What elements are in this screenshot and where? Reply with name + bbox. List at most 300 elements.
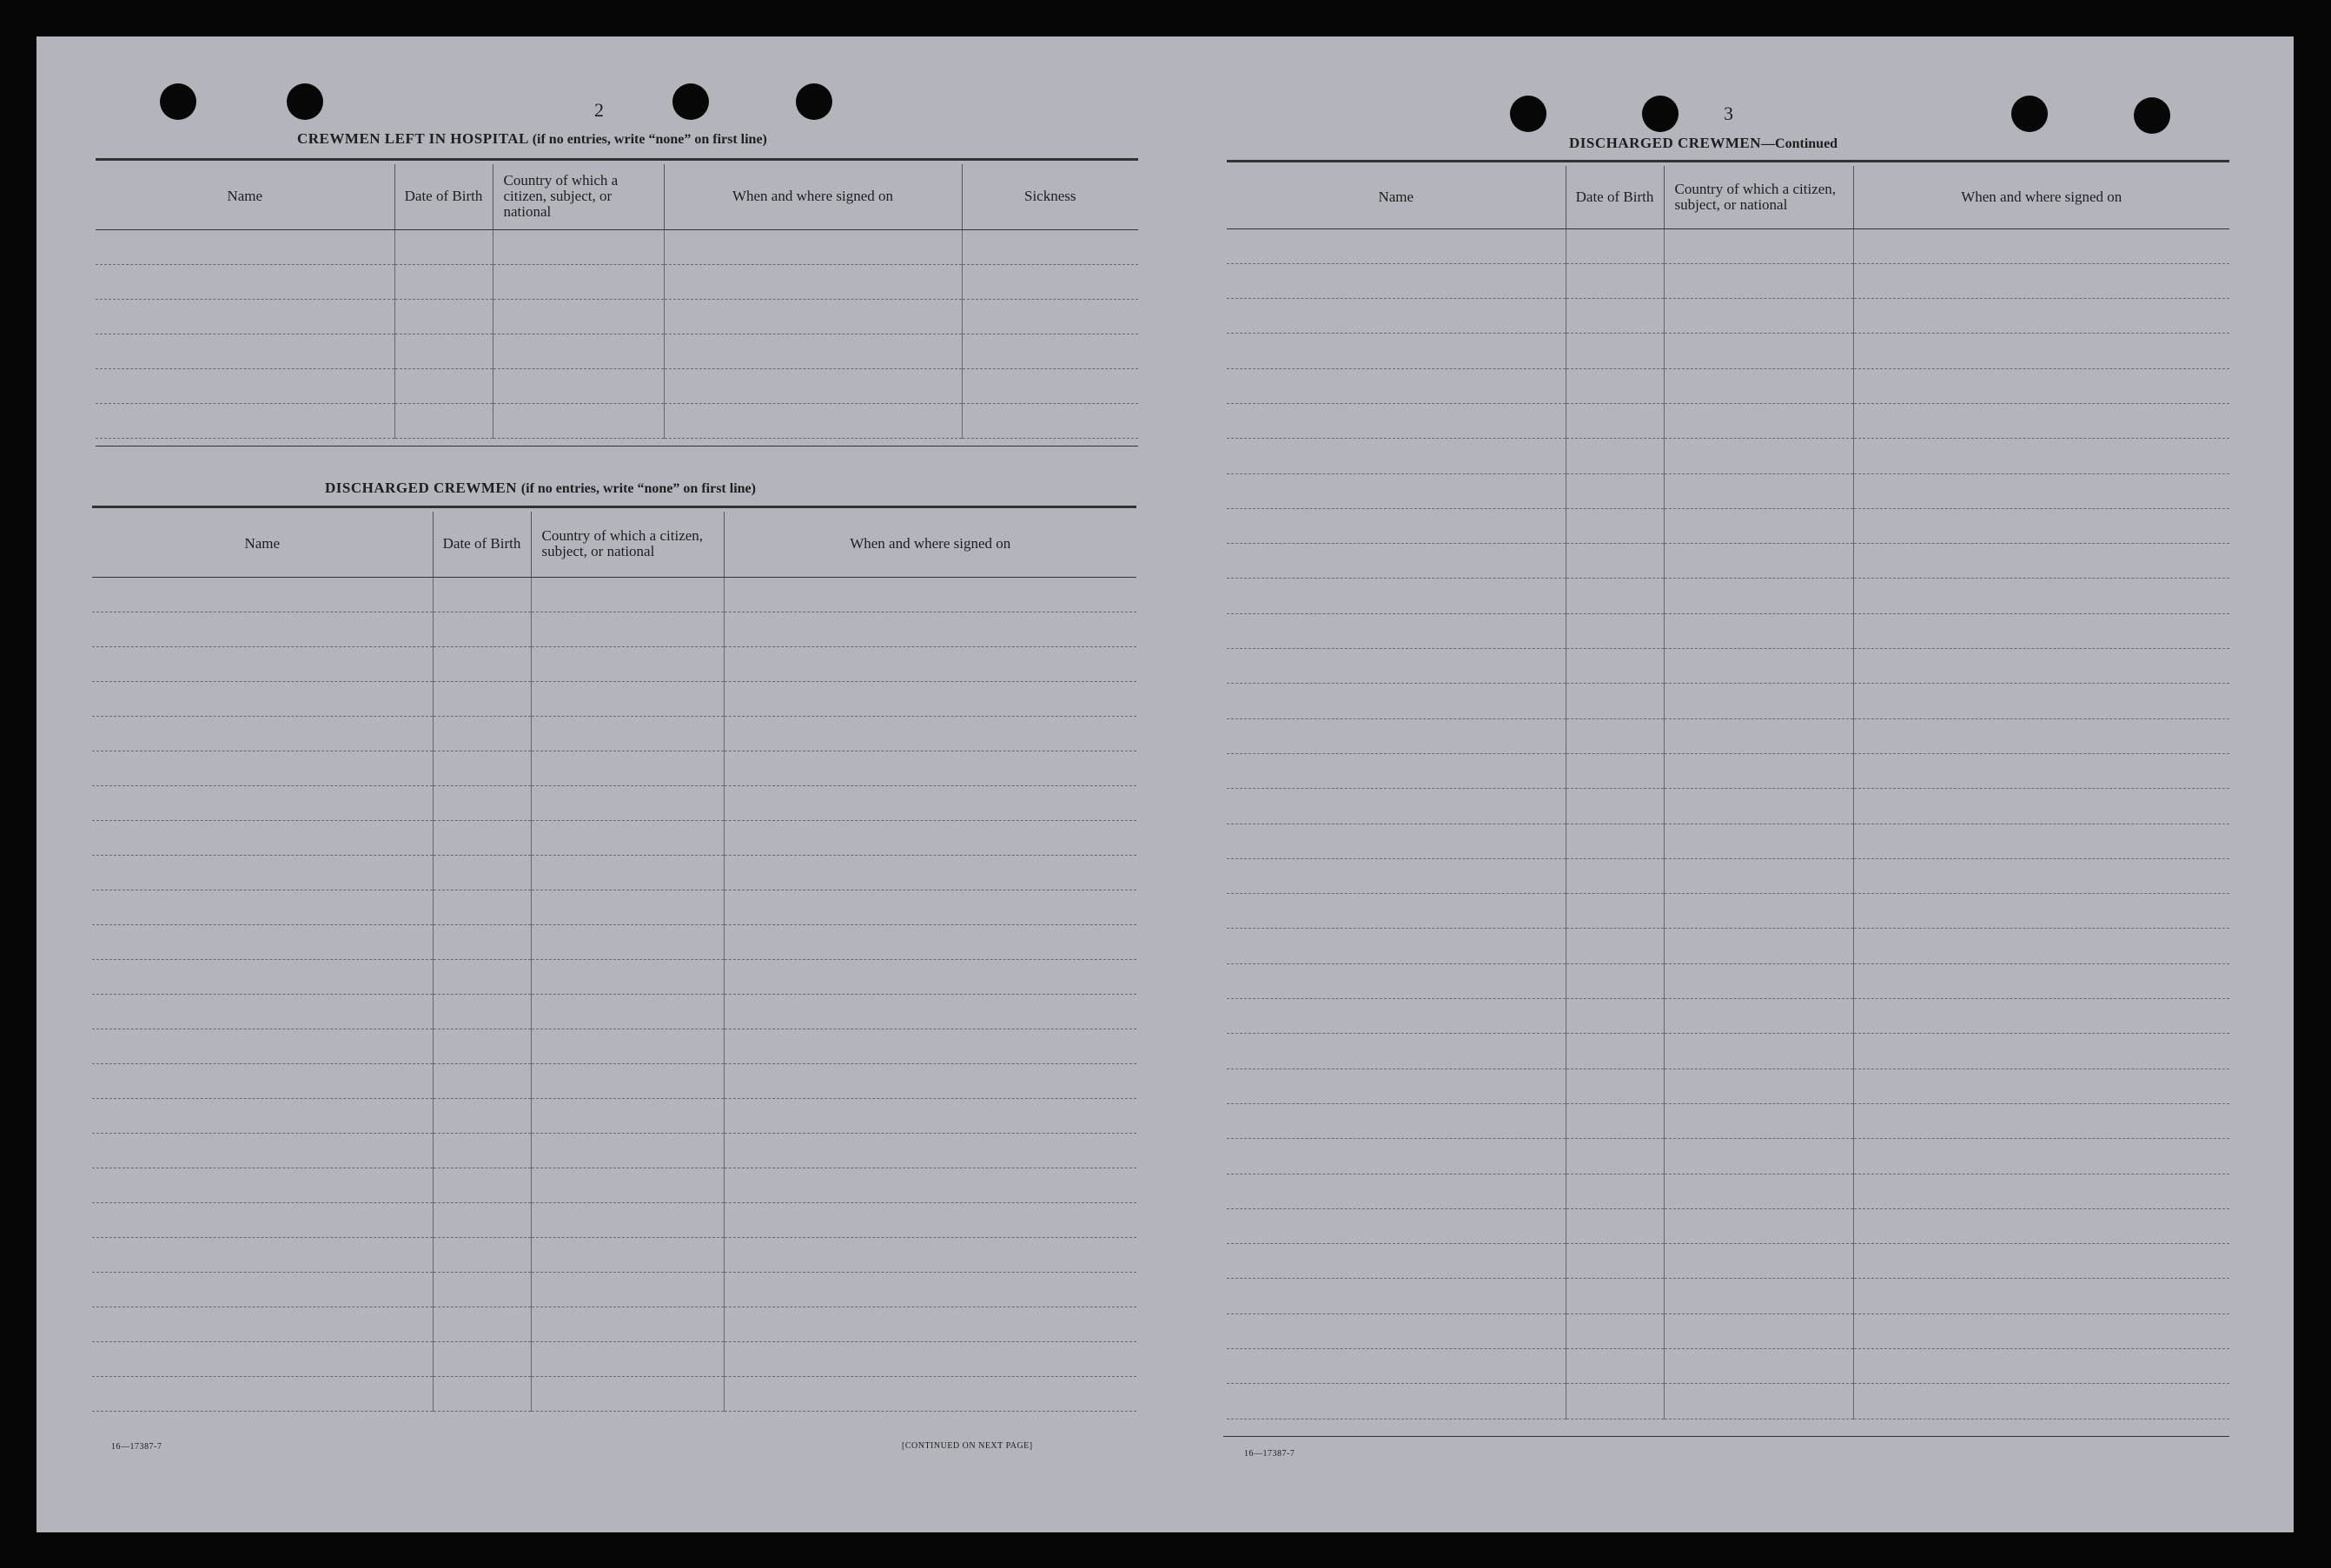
blank-cell xyxy=(92,994,433,1029)
blank-cell xyxy=(1853,718,2229,753)
blank-cell xyxy=(531,959,724,994)
blank-cell xyxy=(394,403,493,438)
blank-cell xyxy=(1227,1034,1566,1068)
blank-cell xyxy=(433,924,531,959)
blank-cell xyxy=(1566,1208,1664,1243)
blank-cell xyxy=(1227,263,1566,298)
blank-cell xyxy=(1566,299,1664,334)
blank-cell xyxy=(962,299,1138,334)
blank-cell xyxy=(493,264,664,299)
blank-cell xyxy=(724,751,1136,785)
blank-cell xyxy=(1566,1279,1664,1313)
blank-cell xyxy=(1566,858,1664,893)
punch-hole xyxy=(1510,96,1546,132)
blank-cell xyxy=(1227,473,1566,508)
table-row xyxy=(92,681,1136,716)
blank-cell xyxy=(531,1376,724,1411)
page-number-left: 2 xyxy=(594,99,604,121)
blank-cell xyxy=(1664,473,1853,508)
blank-cell xyxy=(724,577,1136,612)
blank-cell xyxy=(92,1063,433,1098)
blank-cell xyxy=(1853,334,2229,368)
blank-cell xyxy=(1227,508,1566,543)
blank-cell xyxy=(1566,334,1664,368)
blank-cell xyxy=(433,1237,531,1272)
blank-cell xyxy=(92,855,433,890)
blank-cell xyxy=(92,924,433,959)
blank-cell xyxy=(433,890,531,924)
table-row xyxy=(1227,963,2229,998)
right-top-rule xyxy=(1227,160,2229,162)
blank-cell xyxy=(96,229,394,264)
blank-cell xyxy=(92,1272,433,1307)
blank-cell xyxy=(724,890,1136,924)
col-header-date-of-birth: Date of Birth xyxy=(1566,166,1664,228)
blank-cell xyxy=(433,1098,531,1133)
table-row xyxy=(1227,753,2229,788)
blank-cell xyxy=(1664,718,1853,753)
col-header-country: Country of which a citizen, subject, or national xyxy=(1664,166,1853,228)
col-header-date-of-birth: Date of Birth xyxy=(433,512,531,577)
table-row xyxy=(92,1376,1136,1411)
blank-cell xyxy=(962,229,1138,264)
blank-cell xyxy=(1664,684,1853,718)
blank-cell xyxy=(1566,579,1664,613)
blank-cell xyxy=(1566,1139,1664,1174)
blank-cell xyxy=(1227,1313,1566,1348)
blank-cell xyxy=(1664,649,1853,684)
blank-cell xyxy=(1566,824,1664,858)
table-row xyxy=(96,264,1138,299)
blank-cell xyxy=(531,1202,724,1237)
blank-cell xyxy=(531,1341,724,1376)
blank-cell xyxy=(433,785,531,820)
blank-cell xyxy=(92,1098,433,1133)
blank-cell xyxy=(1566,1244,1664,1279)
blank-cell xyxy=(1227,718,1566,753)
blank-cell xyxy=(1853,544,2229,579)
table-row xyxy=(1227,929,2229,963)
blank-cell xyxy=(493,368,664,403)
blank-cell xyxy=(531,1133,724,1168)
table-row xyxy=(92,820,1136,855)
blank-cell xyxy=(1664,613,1853,648)
blank-cell xyxy=(1853,858,2229,893)
table-row xyxy=(1227,334,2229,368)
blank-cell xyxy=(724,1376,1136,1411)
blank-cell xyxy=(1853,1068,2229,1103)
blank-cell xyxy=(433,751,531,785)
blank-cell xyxy=(1227,579,1566,613)
col-header-country: Country of which a citizen, subject, or national xyxy=(531,512,724,577)
table-row xyxy=(92,1168,1136,1202)
blank-cell xyxy=(664,229,962,264)
blank-cell xyxy=(1664,1068,1853,1103)
table-row xyxy=(92,924,1136,959)
blank-cell xyxy=(531,1063,724,1098)
blank-cell xyxy=(1664,999,1853,1034)
blank-cell xyxy=(1566,473,1664,508)
blank-cell xyxy=(531,577,724,612)
blank-cell xyxy=(1664,1384,1853,1419)
table-row xyxy=(1227,508,2229,543)
blank-cell xyxy=(1853,649,2229,684)
blank-cell xyxy=(1853,508,2229,543)
table-row xyxy=(92,1063,1136,1098)
blank-cell xyxy=(724,1133,1136,1168)
blank-cell xyxy=(531,1272,724,1307)
blank-cell xyxy=(1664,1349,1853,1384)
discharged-continued-title-text: DISCHARGED CREWMEN xyxy=(1569,135,1762,151)
blank-cell xyxy=(1566,1068,1664,1103)
table-row xyxy=(92,1133,1136,1168)
blank-cell xyxy=(1227,1068,1566,1103)
blank-cell xyxy=(531,1168,724,1202)
table-row xyxy=(92,1202,1136,1237)
blank-cell xyxy=(531,716,724,751)
blank-cell xyxy=(724,1237,1136,1272)
blank-cell xyxy=(531,785,724,820)
table-row xyxy=(1227,1068,2229,1103)
blank-cell xyxy=(1853,1313,2229,1348)
punch-hole xyxy=(287,83,323,120)
blank-cell xyxy=(962,264,1138,299)
blank-cell xyxy=(1664,1244,1853,1279)
table-row xyxy=(1227,718,2229,753)
discharged-continued-table xyxy=(1227,166,2229,1419)
blank-cell xyxy=(1853,1103,2229,1138)
blank-cell xyxy=(92,1133,433,1168)
blank-cell xyxy=(96,368,394,403)
blank-cell xyxy=(531,1237,724,1272)
blank-cell xyxy=(724,612,1136,646)
form-number-right: 16—17387-7 xyxy=(1244,1449,1295,1459)
right-bottom-rule xyxy=(1223,1436,2229,1437)
table-row xyxy=(1227,1139,2229,1174)
blank-cell xyxy=(433,855,531,890)
blank-cell xyxy=(92,716,433,751)
blank-cell xyxy=(433,1133,531,1168)
blank-cell xyxy=(394,334,493,368)
blank-cell xyxy=(92,1307,433,1341)
blank-cell xyxy=(493,403,664,438)
blank-cell xyxy=(433,1307,531,1341)
hospital-bottom-rule xyxy=(96,446,1138,447)
blank-cell xyxy=(724,646,1136,681)
blank-cell xyxy=(1664,1174,1853,1208)
table-row xyxy=(1227,1384,2229,1419)
table-row xyxy=(1227,1034,2229,1068)
blank-cell xyxy=(433,681,531,716)
blank-cell xyxy=(1853,753,2229,788)
blank-cell xyxy=(724,994,1136,1029)
blank-cell xyxy=(433,577,531,612)
blank-cell xyxy=(1664,579,1853,613)
blank-cell xyxy=(1853,439,2229,473)
blank-cell xyxy=(724,820,1136,855)
table-row xyxy=(92,890,1136,924)
blank-cell xyxy=(1853,473,2229,508)
blank-cell xyxy=(1227,1279,1566,1313)
blank-cell xyxy=(1853,579,2229,613)
col-header-date-of-birth: Date of Birth xyxy=(394,164,493,229)
blank-cell xyxy=(1566,1313,1664,1348)
blank-cell xyxy=(1566,753,1664,788)
blank-cell xyxy=(1566,718,1664,753)
blank-cell xyxy=(1227,1384,1566,1419)
blank-cell xyxy=(433,1376,531,1411)
blank-cell xyxy=(1664,858,1853,893)
blank-cell xyxy=(394,229,493,264)
blank-cell xyxy=(493,299,664,334)
blank-cell xyxy=(1853,263,2229,298)
col-header-country: Country of which a citizen, subject, or national xyxy=(493,164,664,229)
blank-cell xyxy=(1853,1174,2229,1208)
blank-cell xyxy=(92,1029,433,1063)
table-row xyxy=(1227,368,2229,403)
blank-cell xyxy=(1664,263,1853,298)
continued-note: [CONTINUED ON NEXT PAGE] xyxy=(902,1441,1033,1451)
table-row xyxy=(1227,1103,2229,1138)
blank-cell xyxy=(92,1237,433,1272)
table-row xyxy=(1227,613,2229,648)
blank-cell xyxy=(433,820,531,855)
table-row xyxy=(1227,824,2229,858)
blank-cell xyxy=(531,612,724,646)
blank-cell xyxy=(724,681,1136,716)
blank-cell xyxy=(1853,1034,2229,1068)
blank-cell xyxy=(1227,824,1566,858)
blank-cell xyxy=(962,403,1138,438)
blank-cell xyxy=(1853,684,2229,718)
blank-cell xyxy=(1566,684,1664,718)
blank-cell xyxy=(724,1168,1136,1202)
blank-cell xyxy=(92,751,433,785)
blank-cell xyxy=(1227,858,1566,893)
blank-cell xyxy=(433,716,531,751)
blank-cell xyxy=(1227,789,1566,824)
blank-cell xyxy=(433,1341,531,1376)
blank-cell xyxy=(724,1202,1136,1237)
blank-cell xyxy=(1566,613,1664,648)
blank-cell xyxy=(1853,963,2229,998)
blank-cell xyxy=(433,1063,531,1098)
blank-cell xyxy=(531,1098,724,1133)
blank-cell xyxy=(1853,613,2229,648)
discharged-rows xyxy=(92,577,1136,1411)
table-row xyxy=(1227,1279,2229,1313)
blank-cell xyxy=(1227,1139,1566,1174)
table-row xyxy=(1227,1313,2229,1348)
blank-cell xyxy=(1664,544,1853,579)
blank-cell xyxy=(493,229,664,264)
blank-cell xyxy=(962,334,1138,368)
blank-cell xyxy=(1566,508,1664,543)
punch-hole xyxy=(2011,96,2048,132)
blank-cell xyxy=(1566,263,1664,298)
blank-cell xyxy=(92,681,433,716)
blank-cell xyxy=(1227,613,1566,648)
blank-cell xyxy=(531,646,724,681)
blank-cell xyxy=(433,959,531,994)
blank-cell xyxy=(1664,1313,1853,1348)
blank-cell xyxy=(1664,334,1853,368)
table-row xyxy=(92,716,1136,751)
table-row xyxy=(96,403,1138,438)
blank-cell xyxy=(1227,999,1566,1034)
table-row xyxy=(1227,789,2229,824)
blank-cell xyxy=(664,403,962,438)
blank-cell xyxy=(92,646,433,681)
blank-cell xyxy=(433,1272,531,1307)
blank-cell xyxy=(1227,403,1566,438)
blank-cell xyxy=(1853,1349,2229,1384)
blank-cell xyxy=(1227,929,1566,963)
blank-cell xyxy=(1853,368,2229,403)
blank-cell xyxy=(1227,228,1566,263)
blank-cell xyxy=(1227,299,1566,334)
table-row xyxy=(92,751,1136,785)
punch-hole xyxy=(2134,97,2170,134)
blank-cell xyxy=(1566,963,1664,998)
blank-cell xyxy=(1664,368,1853,403)
blank-cell xyxy=(531,924,724,959)
col-header-signed-on: When and where signed on xyxy=(724,512,1136,577)
blank-cell xyxy=(96,334,394,368)
discharged-top-rule xyxy=(92,506,1136,508)
blank-cell xyxy=(1227,1244,1566,1279)
blank-cell xyxy=(1853,1139,2229,1174)
blank-cell xyxy=(394,299,493,334)
blank-cell xyxy=(1664,1034,1853,1068)
form-number-left: 16—17387-7 xyxy=(111,1442,162,1452)
blank-cell xyxy=(92,577,433,612)
blank-cell xyxy=(1227,1174,1566,1208)
blank-cell xyxy=(92,959,433,994)
table-row xyxy=(1227,544,2229,579)
blank-cell xyxy=(962,368,1138,403)
table-row xyxy=(1227,1208,2229,1243)
hospital-instruction: (if no entries, write “none” on first line) xyxy=(532,132,767,147)
blank-cell xyxy=(1664,403,1853,438)
blank-cell xyxy=(433,612,531,646)
blank-cell xyxy=(1566,649,1664,684)
blank-cell xyxy=(531,994,724,1029)
table-row xyxy=(1227,579,2229,613)
blank-cell xyxy=(433,1168,531,1202)
blank-cell xyxy=(1664,824,1853,858)
blank-cell xyxy=(1664,1139,1853,1174)
blank-cell xyxy=(1566,999,1664,1034)
punch-hole xyxy=(1642,96,1679,132)
table-row xyxy=(92,1029,1136,1063)
col-header-name: Name xyxy=(92,512,433,577)
table-row xyxy=(1227,649,2229,684)
blank-cell xyxy=(1227,753,1566,788)
blank-cell xyxy=(92,785,433,820)
punch-hole xyxy=(672,83,709,120)
blank-cell xyxy=(664,264,962,299)
blank-cell xyxy=(96,403,394,438)
blank-cell xyxy=(96,299,394,334)
table-row xyxy=(92,1307,1136,1341)
blank-cell xyxy=(724,1063,1136,1098)
blank-cell xyxy=(1853,999,2229,1034)
table-row xyxy=(96,229,1138,264)
blank-cell xyxy=(531,1307,724,1341)
hospital-top-rule xyxy=(96,158,1138,161)
blank-cell xyxy=(531,751,724,785)
blank-cell xyxy=(1853,403,2229,438)
blank-cell xyxy=(1227,334,1566,368)
table-row xyxy=(92,1098,1136,1133)
blank-cell xyxy=(724,785,1136,820)
blank-cell xyxy=(1566,368,1664,403)
blank-cell xyxy=(1566,789,1664,824)
blank-cell xyxy=(96,264,394,299)
blank-cell xyxy=(1853,299,2229,334)
page-number-right: 3 xyxy=(1724,103,1733,124)
blank-cell xyxy=(1853,824,2229,858)
table-row xyxy=(92,1341,1136,1376)
blank-cell xyxy=(724,716,1136,751)
blank-cell xyxy=(1227,1349,1566,1384)
blank-cell xyxy=(92,1341,433,1376)
table-row xyxy=(1227,263,2229,298)
hospital-title-text: CREWMEN LEFT IN HOSPITAL xyxy=(297,130,528,147)
blank-cell xyxy=(1664,508,1853,543)
blank-cell xyxy=(1853,929,2229,963)
blank-cell xyxy=(1566,439,1664,473)
blank-cell xyxy=(394,264,493,299)
blank-cell xyxy=(433,1202,531,1237)
blank-cell xyxy=(493,334,664,368)
blank-cell xyxy=(531,890,724,924)
table-row xyxy=(1227,473,2229,508)
blank-cell xyxy=(1664,963,1853,998)
blank-cell xyxy=(433,646,531,681)
discharged-table xyxy=(92,512,1136,1412)
table-row xyxy=(1227,999,2229,1034)
table-row xyxy=(92,855,1136,890)
table-row xyxy=(1227,439,2229,473)
blank-cell xyxy=(531,681,724,716)
form-sheet xyxy=(36,36,2294,1532)
blank-cell xyxy=(724,959,1136,994)
blank-cell xyxy=(1566,894,1664,929)
blank-cell xyxy=(1853,228,2229,263)
blank-cell xyxy=(1566,403,1664,438)
blank-cell xyxy=(1566,1349,1664,1384)
table-row xyxy=(92,994,1136,1029)
blank-cell xyxy=(531,1029,724,1063)
table-row xyxy=(1227,1174,2229,1208)
blank-cell xyxy=(724,855,1136,890)
blank-cell xyxy=(724,924,1136,959)
blank-cell xyxy=(724,1341,1136,1376)
blank-cell xyxy=(724,1098,1136,1133)
table-row xyxy=(96,368,1138,403)
blank-cell xyxy=(1853,894,2229,929)
blank-cell xyxy=(1664,1103,1853,1138)
blank-cell xyxy=(1566,929,1664,963)
table-row xyxy=(1227,894,2229,929)
blank-cell xyxy=(433,994,531,1029)
blank-cell xyxy=(1566,228,1664,263)
table-row xyxy=(92,1272,1136,1307)
blank-cell xyxy=(1227,894,1566,929)
discharged-section-title xyxy=(325,480,756,497)
